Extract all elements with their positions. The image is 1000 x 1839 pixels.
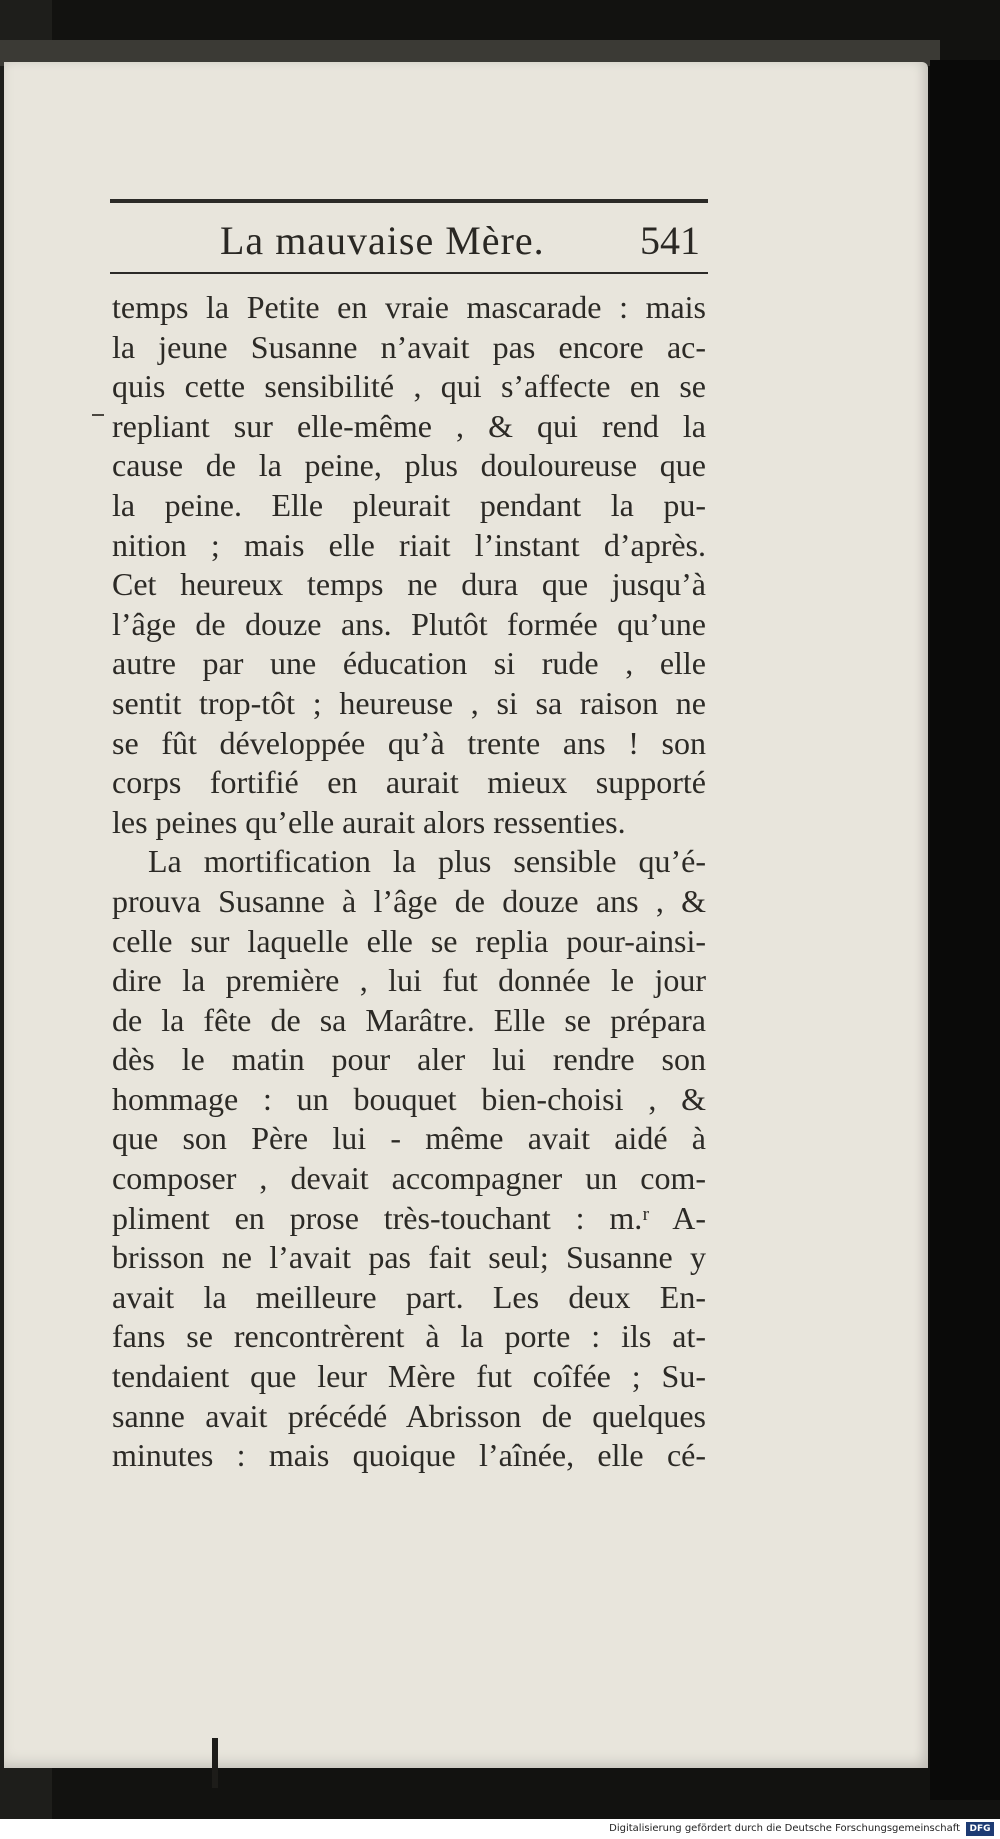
text-line: corps fortifié en aurait mieux supporté — [112, 764, 706, 801]
text-line: sentit trop-tôt ; heureuse , si sa raison ne — [112, 684, 706, 721]
header-rule-top — [110, 199, 708, 203]
text-line: sanne avait précédé Abrisson de quelques — [112, 1397, 706, 1434]
text-line: nition ; mais elle riait l’instant d’après. — [112, 526, 706, 563]
digitization-credit: Digitalisierung gefördert durch die Deutsche Forschungsgemeinschaft — [609, 1823, 960, 1834]
text-line: celle sur laquelle elle se replia pour-ainsi- — [112, 922, 706, 959]
running-head-title: La mauvaise Mère. — [220, 218, 545, 263]
text-line: dès le matin pour aler lui rendre son — [112, 1041, 706, 1078]
running-head — [110, 214, 708, 268]
paragraph-start-line: La mortification la plus sensible qu’é- — [148, 843, 706, 880]
text-line: temps la Petite en vraie mascarade : mais — [112, 289, 706, 325]
page-number: 541 — [640, 218, 700, 263]
text-line: quis cette sensibilité , qui s’affecte en se — [112, 368, 706, 405]
text-line: pliment en prose très-touchant : m.ʳ A- — [112, 1199, 706, 1236]
binding-thread-mark — [212, 1738, 218, 1788]
text-line: dire la première , lui fut donnée le jour — [112, 962, 706, 999]
text-line: de la fête de sa Marâtre. Elle se prépara — [112, 1001, 706, 1038]
body-text — [112, 288, 706, 1476]
text-line: Cet heureux temps ne dura que jusqu’à — [112, 566, 706, 603]
header-rule-bottom — [110, 272, 708, 274]
text-line: autre par une éducation si rude , elle — [112, 645, 706, 682]
margin-dash-mark — [92, 414, 104, 416]
text-line: brisson ne l’avait pas fait seul; Susanne y — [112, 1239, 706, 1276]
text-line: la peine. Elle pleurait pendant la pu- — [112, 486, 706, 523]
text-line: minutes : mais quoique l’aînée, elle cé- — [112, 1437, 706, 1474]
text-line: se fût développée qu’à trente ans ! son — [112, 724, 706, 761]
text-line: tendaient que leur Mère fut coîfée ; Su- — [112, 1358, 706, 1395]
text-line: que son Père lui - même avait aidé à — [112, 1120, 706, 1157]
text-line: composer , devait accompagner un com- — [112, 1160, 706, 1197]
text-line: cause de la peine, plus douloureuse que — [112, 447, 706, 484]
text-line: avait la meilleure part. Les deux En- — [112, 1278, 706, 1315]
text-line: hommage : un bouquet bien-choisi , & — [112, 1080, 706, 1117]
text-line: les peines qu’elle aurait alors ressenties. — [112, 803, 626, 840]
dfg-logo: DFG — [966, 1822, 994, 1836]
text-line: repliant sur elle-même , & qui rend la — [112, 407, 706, 444]
text-line: l’âge de douze ans. Plutôt formée qu’une — [112, 605, 706, 642]
text-line: prouva Susanne à l’âge de douze ans , & — [112, 882, 706, 919]
background-shadow — [930, 60, 1000, 1800]
text-line: la jeune Susanne n’avait pas encore ac- — [112, 328, 706, 365]
text-line: fans se rencontrèrent à la porte : ils at- — [112, 1318, 706, 1355]
